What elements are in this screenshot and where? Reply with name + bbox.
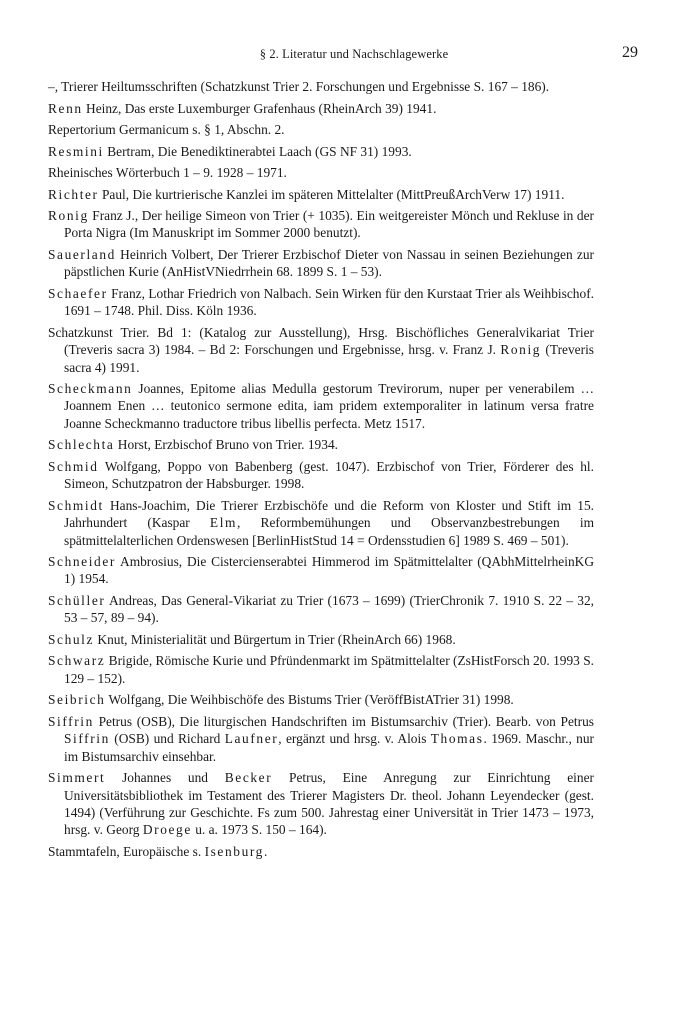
bibliography-list	[48, 78, 594, 864]
bibliography-entry	[48, 553, 594, 588]
entry-text: Petrus (OSB), Die liturgischen Handschriften im Bistumsarchiv (Trier). Bearb. von Petrus	[93, 713, 594, 729]
author-name: Resmini	[48, 143, 104, 159]
running-head: § 2. Literatur und Nachschlagewerke	[259, 47, 449, 61]
entry-text: Repertorium Germanicum s. § 1, Abschn. 2.	[48, 122, 285, 137]
entry-text: –, Trierer Heiltumsschriften (Schatzkunst Trier 2. Forschungen und Ergebnisse S. 167 – 186).	[48, 79, 550, 94]
bibliography-entry	[48, 713, 594, 765]
bibliography-entry	[48, 324, 594, 376]
bibliography-entry	[48, 631, 594, 648]
bibliography-entry	[48, 121, 594, 138]
author-name: Becker	[224, 770, 273, 786]
entry-text: Franz, Lothar Friedrich von Nalbach. Sein Wirken für den Kurstaat Trier als Weihbischof. 1691 – 1748. Phil. Diss. Köln 1936.	[64, 285, 594, 319]
author-name: Elm	[209, 515, 238, 531]
bibliography-entry	[48, 164, 594, 181]
author-name: Seibrich	[48, 692, 106, 708]
entry-text: .	[263, 843, 268, 859]
entry-text: , Reformbemühungen und Observanzbestrebungen im spätmittelalterlichen Ordenswesen [BerlinHistStud 14 = Ordensstudien 6] 1989 S. 469 – 501).	[64, 515, 594, 548]
author-name: Siffrin	[64, 731, 110, 747]
bibliography-entry	[48, 436, 594, 453]
author-name: Richter	[48, 186, 99, 202]
entry-text: (OSB) und Richard	[109, 731, 225, 747]
bibliography-entry	[48, 497, 594, 549]
entry-text: Wolfgang, Poppo von Babenberg (gest. 1047). Erzbischof von Trier, Förderer des hl. Simeon, Schutzpatron der Habsburger. 1998.	[64, 458, 594, 492]
bibliography-entry	[48, 207, 594, 242]
author-name: Sauerland	[48, 246, 116, 262]
page-number: 29	[622, 44, 638, 61]
author-name: Droege	[142, 822, 192, 838]
entry-text: Knut, Ministerialität und Bürgertum in Trier (RheinArch 66) 1968.	[94, 631, 456, 647]
author-name: Scheckmann	[48, 381, 133, 397]
author-name: Schaefer	[48, 285, 108, 301]
author-name: Ronig	[48, 208, 89, 223]
entry-text: . 1969. Maschr., nur im Bistumsarchiv einsehbar.	[64, 731, 594, 764]
entry-text: Paul, Die kurtrierische Kanzlei im späteren Mittelalter (MittPreußArchVerw 17) 1911.	[98, 186, 565, 202]
entry-text: Franz J., Der heilige Simeon von Trier (+ 1035). Ein weitgereister Mönch und Rekluse in der Porta Nigra (Im Manuskript im Sommer 2000 benutzt).	[64, 208, 594, 241]
bibliography-entry	[48, 592, 594, 627]
bibliography-entry	[48, 186, 594, 203]
entry-text: Andreas, Das General-Vikariat zu Trier (1673 – 1699) (TrierChronik 7. 1910 S. 22 – 32, 53 – 57, 89 – 94).	[64, 592, 594, 626]
author-name: Laufner	[224, 731, 279, 747]
bibliography-entry	[48, 380, 594, 432]
author-name: Schüller	[48, 592, 106, 608]
bibliography-entry	[48, 652, 594, 687]
author-name: Ronig	[500, 342, 542, 358]
author-name: Schwarz	[48, 653, 106, 669]
bibliography-entry	[48, 843, 594, 860]
entry-text: , ergänzt und hrsg. v. Alois	[278, 731, 431, 747]
entry-text: (Treveris sacra 4) 1991.	[64, 342, 594, 375]
entry-text: Stammtafeln, Europäische s.	[48, 843, 205, 859]
author-name: Schneider	[48, 554, 116, 570]
bibliography-entry	[48, 769, 594, 839]
entry-text: Joannes, Epitome alias Medulla gestorum Trevirorum, nuper per venerabilem … Joannem Enen … teutonico sermone edita, iam pridem extemporaliter in latinum versa fratre Joanne Scheckmanno traductore tribus libellis perfecta. Metz 1517.	[64, 381, 594, 431]
author-name: Schmidt	[48, 497, 104, 513]
author-name: Isenburg	[204, 843, 264, 859]
author-name: Schulz	[48, 631, 95, 647]
entry-text: Bertram, Die Benediktinerabtei Laach (GS NF 31) 1993.	[103, 143, 412, 159]
entry-text: Ambrosius, Die Cistercienserabtei Himmerod im Spätmittelalter (QAbhMittelrheinKG 1) 1954.	[64, 554, 594, 587]
bibliography-entry	[48, 285, 594, 320]
author-name: Renn	[48, 100, 83, 116]
author-name: Simmert	[48, 770, 106, 786]
author-name: Schlechta	[48, 437, 115, 453]
entry-text: u. a. 1973 S. 150 – 164).	[191, 822, 327, 838]
entry-text: Horst, Erzbischof Bruno von Trier. 1934.	[114, 437, 338, 453]
bibliography-entry	[48, 78, 594, 95]
entry-text: Schatzkunst Trier. Bd 1: (Katalog zur Ausstellung), Hrsg. Bischöfliches Generalvikariat Trier (Treveris sacra 3) 1984. – Bd 2: Forschungen und Ergebnisse, hrsg. v. Franz J.	[48, 324, 594, 358]
entry-text: Heinz, Das erste Luxemburger Grafenhaus (RheinArch 39) 1941.	[82, 100, 437, 116]
entry-text: Johannes und	[105, 770, 225, 786]
author-name: Schmid	[48, 458, 99, 474]
page-header	[48, 44, 660, 64]
entry-text: Brigide, Römische Kurie und Pfründenmarkt im Spätmittelalter (ZsHistForsch 20. 1993 S. 129 – 152).	[64, 653, 595, 686]
entry-text: Petrus, Eine Anregung zur Einrichtung einer Universitätsbibliothek im Testament des Trierer Magisters Dr. theol. Johann Leyendecker (gest. 1494) (Verführung zur Geschichte. Fs zum 500. Jahrestag einer Universität in Trier 1473 – 1973, hrsg. v. Georg	[64, 770, 594, 838]
bibliography-entry	[48, 100, 594, 117]
entry-text: Hans-Joachim, Die Trierer Erzbischöfe und die Reform von Kloster und Stift im 15. Jahrhundert (Kaspar	[64, 497, 594, 531]
author-name: Thomas	[430, 731, 484, 747]
bibliography-entry	[48, 691, 594, 708]
author-name: Siffrin	[48, 713, 94, 729]
entry-text: Rheinisches Wörterbuch 1 – 9. 1928 – 1971.	[48, 165, 287, 180]
bibliography-entry	[48, 246, 594, 281]
entry-text: Wolfgang, Die Weihbischöfe des Bistums Trier (VeröffBistATrier 31) 1998.	[105, 692, 514, 708]
bibliography-entry	[48, 458, 594, 493]
bibliography-entry	[48, 143, 594, 160]
entry-text: Heinrich Volbert, Der Trierer Erzbischof Dieter von Nassau in seinen Beziehungen zur päpstlichen Kurie (AnHistVNiedrrhein 68. 1899 S. 1 – 53).	[64, 246, 594, 280]
